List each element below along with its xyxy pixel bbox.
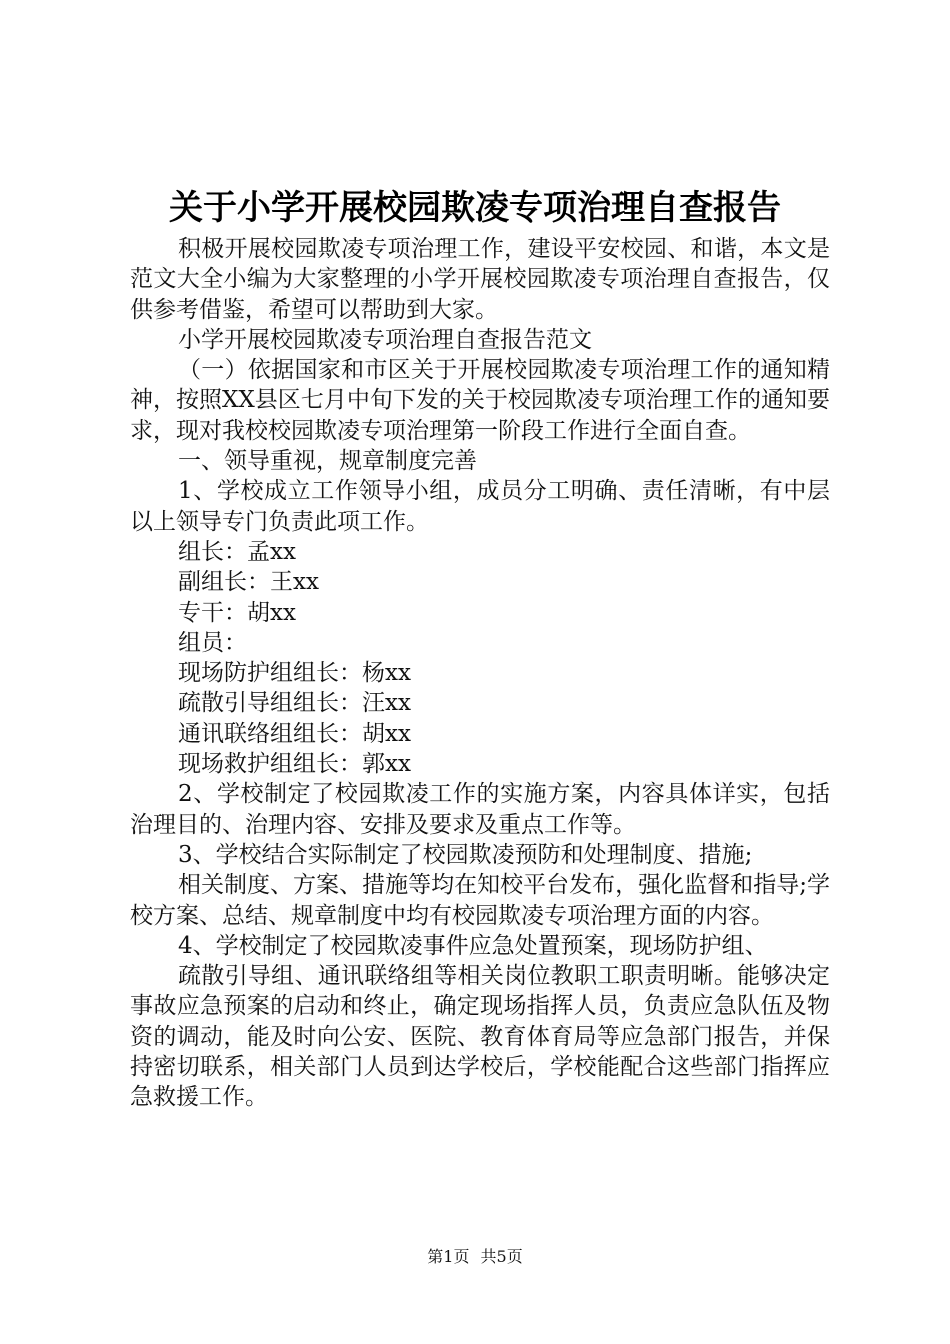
member-deputy-leader: 副组长：王xx — [178, 569, 319, 596]
member-leader: 组长：孟xx — [178, 538, 296, 565]
member-group-label: 组员： — [178, 629, 247, 656]
paragraph-item-3: 3、学校结合实际制定了校园欺凌预防和处理制度、措施; — [178, 841, 753, 868]
member-communication-leader: 通讯联络组组长：胡xx — [178, 720, 411, 747]
document-body — [130, 234, 830, 1113]
member-rescue-leader: 现场救护组组长：郭xx — [178, 751, 411, 778]
paragraph-subtitle: 小学开展校园欺凌专项治理自查报告范文 — [178, 326, 592, 353]
paragraph-item-1: 1、学校成立工作领导小组，成员分工明确、责任清晰，有中层以上领导专门负责此项工作。 — [130, 478, 830, 535]
paragraph-section-1: （一）依据国家和市区关于开展校园欺凌专项治理工作的通知精神，按照XX县区七月中旬下发的关于校园欺凌专项治理工作的通知要求，现对我校校园欺凌专项治理第一阶段工作进行全面自查。 — [130, 357, 830, 444]
paragraph-item-2: 2、学校制定了校园欺凌工作的实施方案，内容具体详实，包括治理目的、治理内容、安排及要求及重点工作等。 — [130, 781, 830, 838]
paragraph-intro: 积极开展校园欺凌专项治理工作，建设平安校园、和谐，本文是范文大全小编为大家整理的小学开展校园欺凌专项治理自查报告，仅供参考借鉴，希望可以帮助到大家。 — [130, 236, 830, 323]
page-total: 共5页 — [480, 1247, 523, 1266]
member-officer: 专干：胡xx — [178, 599, 296, 626]
page-footer — [0, 1244, 950, 1267]
paragraph-item-4: 4、学校制定了校园欺凌事件应急处置预案，现场防护组、 — [178, 932, 768, 959]
heading-leadership: 一、领导重视，规章制度完善 — [178, 448, 477, 475]
page-number: 第1页 — [427, 1247, 470, 1266]
paragraph-item-3-cont: 相关制度、方案、措施等均在知校平台发布，强化监督和指导;学校方案、总结、规章制度中均有校园欺凌专项治理方面的内容。 — [130, 872, 830, 929]
member-evacuation-leader: 疏散引导组组长：汪xx — [178, 690, 411, 717]
member-protection-leader: 现场防护组组长：杨xx — [178, 660, 411, 687]
document-title: 关于小学开展校园欺凌专项治理自查报告 — [169, 188, 781, 228]
paragraph-item-4-cont: 疏散引导组、通讯联络组等相关岗位教职工职责明晰。能够决定事故应急预案的启动和终止，确定现场指挥人员，负责应急队伍及物资的调动，能及时向公安、医院、教育体育局等应急部门报告，并保持密切联系，相关部门人员到达学校后，学校能配合这些部门指挥应急救援工作。 — [130, 963, 830, 1111]
